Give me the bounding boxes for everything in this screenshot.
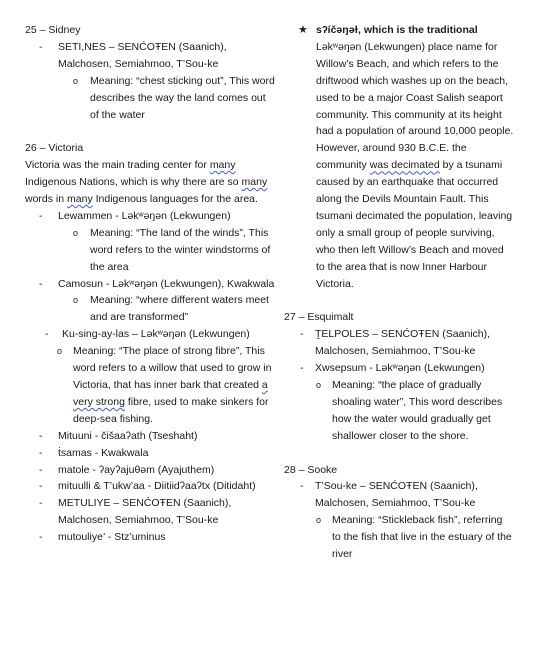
victoria-paragraph [25, 157, 275, 208]
note-text: Ləkʷəŋən (Lekwungen) place name for Willow’s Beach, and which refers to the driftwood which washes up on the beach, used to be a major Coast Salish seaport community. This community at its height had a population of around 10,000 people. However, around 930 B.C.E. the community [316, 40, 514, 172]
circle-bullet-icon: o [316, 515, 322, 526]
circle-bullet-icon: o [57, 346, 63, 357]
dash-bullet: - [300, 362, 304, 375]
list-item-tsamas [25, 445, 275, 462]
section-heading-sidney: 25 – Sidney [25, 24, 81, 36]
item-text: mituulli & T’ukw’aa - Diitiidʔaaʔtx (Ditidaht) [58, 480, 256, 493]
para-text: Indigenous languages for the area. [92, 193, 258, 206]
para-text: Indigenous Nations, which is why there are so [25, 176, 242, 189]
dash-bullet: - [39, 40, 43, 53]
sub-item-meaning [284, 512, 514, 563]
item-text: mutouliye’ - Stz’uminus [58, 531, 166, 544]
meaning-text: Meaning: “Stickleback fish”, referring to the fish that live in the estuary of the river [332, 514, 512, 561]
spellcheck-phrase: a very strong [73, 379, 268, 408]
item-text: Xwsepsum - Ləkʷəŋən (Lekwungen) [315, 362, 485, 375]
meaning-text: Meaning: “the place of gradually shoaling water”, This word describes how the water would gradually get shallower closer to the shore. [332, 379, 503, 442]
sub-item-meaning [25, 73, 275, 124]
list-item-lewammen [25, 208, 275, 225]
dash-bullet: - [39, 463, 43, 476]
list-item-matole [25, 462, 275, 479]
item-text: Lewammen - Ləkʷəŋən (Lekwungen) [58, 209, 231, 222]
sub-item-meaning [284, 377, 514, 445]
item-text: Camosun - Ləkʷəŋən (Lekwungen), Kwakwala [58, 277, 275, 290]
item-text: T’Sou-ke – SENĆOŦEN (Saanich), Malchosen, Semiahmoo, T’Sou-ke [315, 480, 478, 510]
left-column [25, 22, 275, 546]
sub-item-meaning [25, 292, 275, 326]
meaning-text: fibre, used to make sinkers for deep-sea fishing. [73, 395, 269, 425]
sub-item-meaning [25, 343, 275, 428]
list-item-mituuni [25, 428, 275, 445]
meaning-text: Meaning: “chest sticking out”, This word describes the way the land comes out of the water [90, 74, 275, 121]
meaning-text: Meaning: “The place of strong fibre”, This word refers to a willow that used to grow in Victoria, that has inner bark that created [73, 345, 272, 392]
dash-bullet: - [39, 446, 43, 459]
dash-bullet: - [39, 429, 43, 442]
para-text: Victoria was the main trading center for [25, 159, 210, 172]
item-text: ṮELPOLES – SENĆOŦEN (Saanich), Malchosen, Semiahmoo, T’Sou-ke [315, 328, 491, 358]
list-item-telpoles [284, 326, 514, 360]
dash-bullet: - [300, 480, 304, 493]
list-item-camosun [25, 276, 275, 293]
list-item-mituulli [25, 478, 275, 495]
willows-beach-note [284, 22, 514, 293]
list-item-setines [25, 39, 275, 73]
right-column [284, 22, 514, 563]
circle-bullet-icon: o [73, 227, 79, 238]
section-heading-victoria: 26 – Victoria [25, 142, 84, 155]
dash-bullet: - [39, 209, 43, 222]
dash-bullet: - [39, 277, 43, 290]
para-text: words in [25, 193, 68, 206]
dash-bullet: - [39, 531, 43, 544]
list-item-metuliye [25, 495, 275, 529]
dash-bullet: - [39, 497, 43, 510]
item-text: METULIYE – SENĆOŦEN (Saanich), Malchosen, Semiahmoo, T’Sou-ke [58, 497, 232, 527]
star-bullet-icon: ★ [298, 24, 308, 36]
list-item-mutouliye [25, 529, 275, 546]
note-lead: sʔíčəŋəɫ, which is the traditional [316, 24, 478, 36]
section-heading-sooke: 28 – Sooke [284, 463, 338, 476]
item-text: matole - ʔayʔajuθəm (Ayajuthem) [58, 463, 215, 476]
section-heading-esquimalt: 27 – Esquimalt [284, 311, 354, 324]
item-text: SETI,NES – SENĆOŦEN (Saanich), Malchosen, Semiahmoo, T’Sou-ke [58, 40, 227, 70]
sub-item-meaning [25, 225, 275, 276]
circle-bullet-icon: o [73, 295, 79, 306]
spellcheck-phrase: was decimated [369, 159, 440, 172]
spellcheck-word: many [67, 193, 93, 206]
item-text: Mituuni - čišaaʔath (Tseshaht) [58, 429, 198, 442]
meaning-text: Meaning: “The land of the winds”, This word refers to the winter windstorms of the area [90, 226, 271, 273]
meaning-text: Meaning: “where different waters meet and are transformed” [90, 294, 269, 324]
item-text: ṫsamas - Kwakwala [58, 446, 149, 459]
item-text: Ku-sing-ay-las – Ləkʷəŋən (Lekwungen) [62, 328, 250, 341]
list-item-ku-sing-ay-las [25, 326, 275, 343]
note-text: by a tsunami caused by an earthquake that occurred along the Devils Mountain Fault. This tsumani decimated the population, leaving only a small group of people surviving, who then left Willow’s Beach and moved to the area that is now Inner Harbour Victoria. [316, 159, 513, 290]
dash-bullet: - [300, 328, 304, 341]
spellcheck-word: many [209, 159, 236, 172]
list-item-tsouke [284, 478, 514, 512]
dash-bullet: - [45, 328, 49, 341]
circle-bullet-icon: o [316, 380, 322, 391]
dash-bullet: - [39, 480, 43, 493]
list-item-xwsepsum [284, 360, 514, 377]
circle-bullet-icon: o [73, 75, 79, 86]
spellcheck-word: many [241, 176, 268, 189]
